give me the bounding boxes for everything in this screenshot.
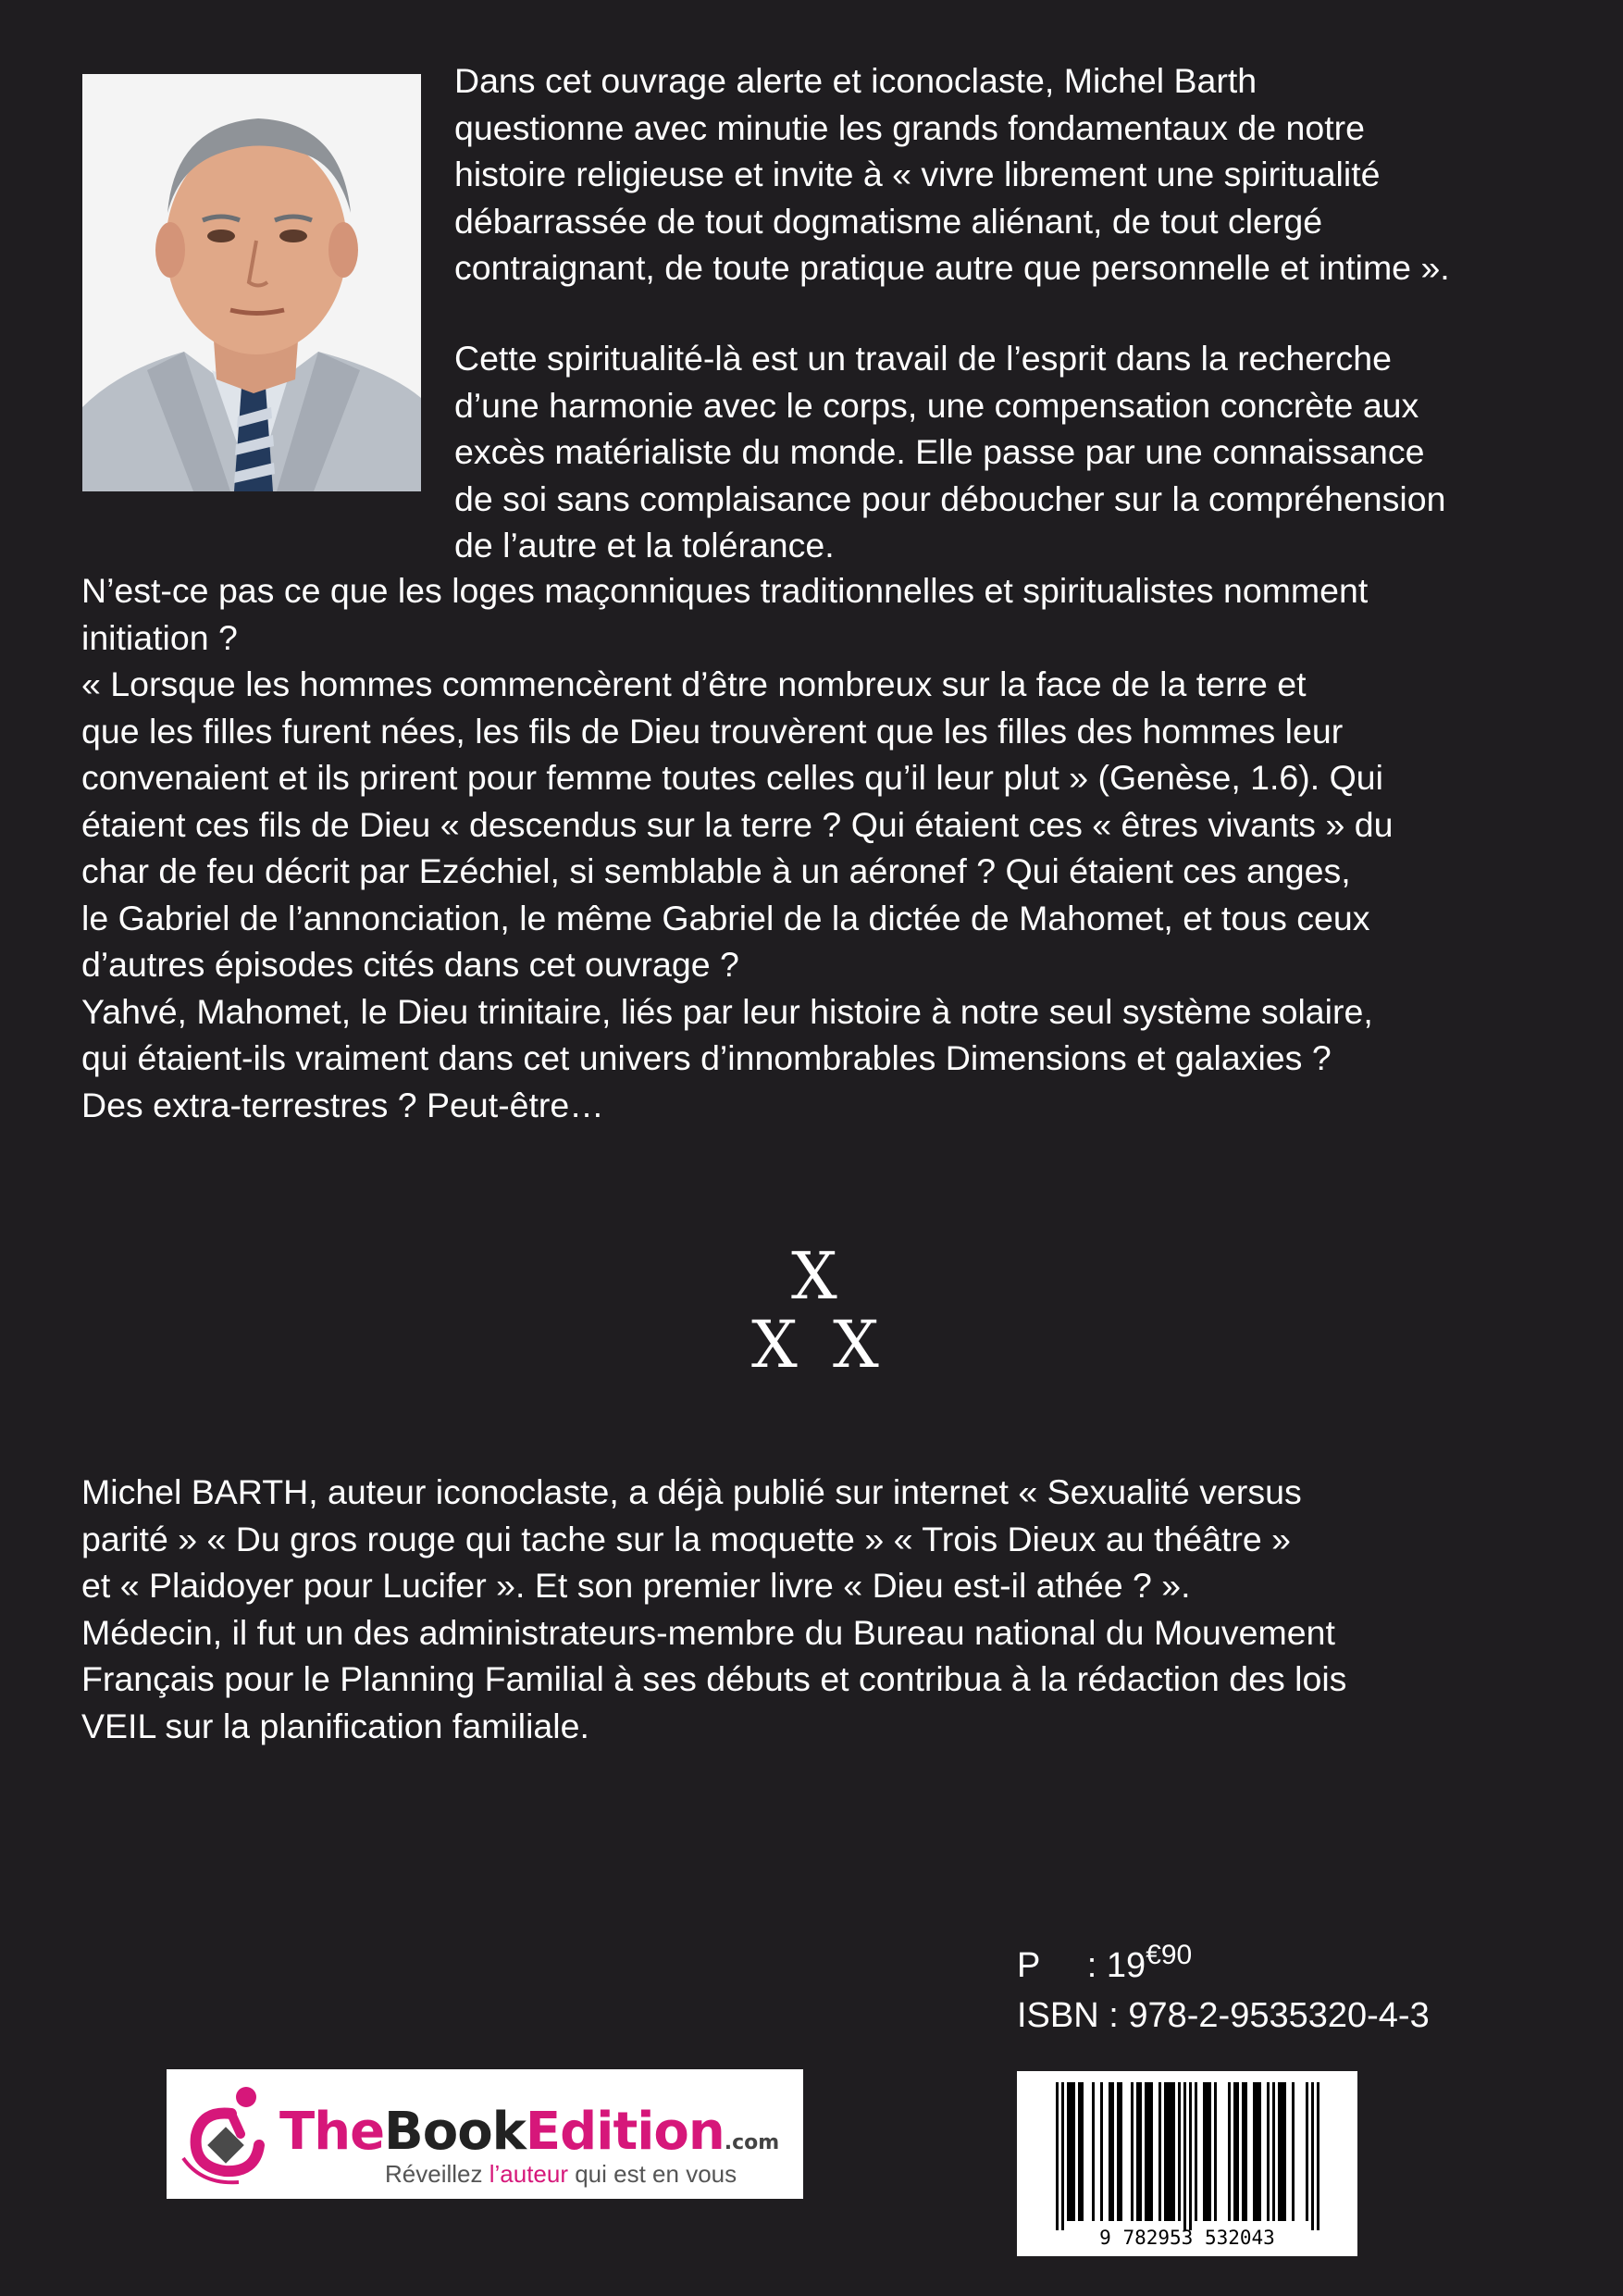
barcode-bar — [1228, 2082, 1231, 2221]
price-amount: : 19 — [1086, 1946, 1146, 1985]
tagline-highlight: l’auteur — [489, 2160, 568, 2188]
barcode-bar — [1111, 2082, 1114, 2221]
barcode-bar — [1278, 2082, 1281, 2221]
blurb-line: Dans cet ouvrage alerte et iconoclaste, Michel Barth — [454, 61, 1258, 100]
blurb-paragraph-1 — [454, 57, 1592, 292]
barcode-bar — [1214, 2082, 1217, 2221]
blurb-line: Des extra-terrestres ? Peut-être… — [81, 1085, 604, 1124]
barcode-bar — [1150, 2082, 1153, 2221]
blurb-line: excès matérialiste du monde. Elle passe par une connaissance — [454, 432, 1425, 471]
blurb-line: Yahvé, Mahomet, le Dieu trinitaire, liés par leur histoire à notre seul système solaire, — [81, 991, 1373, 1031]
barcode-bar — [1078, 2082, 1081, 2221]
barcode-bar — [1145, 2082, 1147, 2221]
publisher-name-the: The — [279, 2102, 385, 2162]
blurb-line: que les filles furent nées, les fils de Dieu trouvèrent que les filles des hommes leur — [81, 711, 1344, 751]
barcode-bar — [1100, 2082, 1103, 2221]
bio-line: Médecin, il fut un des administrateurs-membre du Bureau national du Mouvement — [81, 1612, 1335, 1652]
barcode-bar — [1136, 2082, 1139, 2221]
blurb-line: histoire religieuse et invite à « vivre librement une spiritualité — [454, 155, 1381, 193]
bio-line: parité » « Du gros rouge qui tache sur la moquette » « Trois Dieux au théâtre » — [81, 1519, 1292, 1558]
author-bio — [81, 1469, 1562, 1749]
barcode-bar — [1281, 2082, 1283, 2221]
blurb-line: questionne avec minutie les grands fondamentaux de notre — [454, 107, 1365, 147]
barcode-bar — [1131, 2082, 1134, 2221]
barcode-bar — [1242, 2082, 1245, 2221]
publisher-tagline — [385, 2160, 737, 2189]
barcode-bar — [1081, 2082, 1084, 2221]
barcode-bar — [1178, 2082, 1181, 2221]
blurb-line: convenaient et ils prirent pour femme toutes celles qu’il leur plut » (Genèse, 1.6). Qui — [81, 758, 1383, 797]
publisher-name-com: .com — [724, 2131, 780, 2154]
blurb-line: N’est-ce pas ce que les loges maçonniques traditionnelles et spiritualistes nomment — [81, 571, 1369, 610]
barcode-bar — [1170, 2082, 1172, 2221]
price-cents: €90 — [1146, 1940, 1193, 1970]
barcode-bar — [1092, 2082, 1095, 2221]
barcode-bar — [1120, 2082, 1122, 2221]
blurb-line: « Lorsque les hommes commencèrent d’être nombreux sur la face de la terre et — [81, 664, 1307, 703]
author-portrait-illustration — [82, 74, 421, 491]
price-label: P — [1017, 1946, 1040, 1985]
blurb-paragraph-3 — [81, 567, 1562, 1128]
barcode-bar — [1317, 2082, 1319, 2230]
barcode-bar — [1256, 2082, 1258, 2221]
blurb-line: d’autres épisodes cités dans cet ouvrage ? — [81, 945, 739, 984]
barcode-bar — [1272, 2082, 1275, 2221]
barcode-bar — [1245, 2082, 1247, 2221]
barcode-bar — [1267, 2082, 1270, 2221]
barcode-bar — [1258, 2082, 1261, 2221]
barcode-bar — [1056, 2082, 1059, 2230]
tagline-before: Réveillez — [385, 2160, 489, 2188]
barcode-bar — [1147, 2082, 1150, 2221]
barcode-bar — [1067, 2082, 1070, 2221]
publisher-emblem-icon — [174, 2079, 276, 2190]
blurb-line: le Gabriel de l’annonciation, le même Gabriel de la dictée de Mahomet, et tous ceux — [81, 898, 1370, 937]
blurb-line: d’une harmonie avec le corps, une compensation concrète aux — [454, 385, 1419, 425]
blurb-paragraph-2 — [454, 335, 1592, 569]
blurb-line: Cette spiritualité-là est un travail de l’esprit dans la recherche — [454, 339, 1392, 378]
barcode-bar — [1195, 2082, 1197, 2221]
barcode-digits: 9 782953 532043 — [1099, 2227, 1275, 2249]
barcode-bar — [1172, 2082, 1175, 2221]
bio-line: Français pour le Planning Familial à ses débuts et contribua à la rédaction des lois — [81, 1659, 1347, 1698]
blurb-line: étaient ces fils de Dieu « descendus sur la terre ? Qui étaient ces « êtres vivants » du — [81, 804, 1394, 844]
ornament-mark-right: X — [833, 1307, 879, 1383]
barcode-bar — [1253, 2082, 1256, 2221]
barcode-bar — [1167, 2082, 1170, 2221]
barcode-bar — [1070, 2082, 1072, 2221]
tagline-after: qui est en vous — [568, 2160, 737, 2188]
blurb-line: de l’autre et la tolérance. — [454, 526, 835, 565]
barcode-bar — [1158, 2082, 1161, 2221]
barcode-bar — [1072, 2082, 1075, 2221]
barcode-bar — [1306, 2082, 1308, 2221]
author-photo — [82, 74, 421, 491]
barcode-bar — [1236, 2082, 1239, 2221]
barcode-bar — [1189, 2082, 1192, 2230]
ornament-mark-left: X — [751, 1307, 798, 1383]
isbn: ISBN : 978-2-9535320-4-3 — [1017, 1996, 1430, 2035]
barcode-bar — [1117, 2082, 1120, 2221]
barcode-bar — [1208, 2082, 1211, 2221]
publisher-name-book: Book — [384, 2102, 526, 2162]
barcode-bar — [1203, 2082, 1206, 2221]
publisher-logo — [167, 2069, 803, 2199]
blurb-line: qui étaient-ils vraiment dans cet univers d’innombrables Dimensions et galaxies ? — [81, 1038, 1332, 1077]
isbn-barcode — [1017, 2071, 1357, 2256]
barcode-bar — [1139, 2082, 1142, 2221]
barcode-bar — [1311, 2082, 1314, 2230]
barcode-bar — [1292, 2082, 1295, 2221]
blurb-line: initiation ? — [81, 617, 238, 657]
price — [1017, 1942, 1192, 1990]
blurb-line: char de feu décrit par Ezéchiel, si semblable à un aéronef ? Qui étaient ces anges, — [81, 851, 1351, 890]
bio-line: VEIL sur la planification familiale. — [81, 1706, 589, 1745]
barcode-bar — [1183, 2082, 1186, 2230]
blurb-line: contraignant, de toute pratique autre que personnelle et intime ». — [454, 248, 1450, 287]
blurb-line: débarrassée de tout dogmatisme aliénant, de tout clergé — [454, 201, 1323, 241]
bio-line: et « Plaidoyer pour Lucifer ». Et son premier livre « Dieu est-il athée ? ». — [81, 1566, 1191, 1605]
barcode-bar — [1233, 2082, 1236, 2221]
barcode-bar — [1164, 2082, 1167, 2221]
barcode-bar — [1061, 2082, 1064, 2230]
blurb-line: de soi sans complaisance pour déboucher sur la compréhension — [454, 478, 1446, 518]
publisher-name-edition: Edition — [525, 2102, 725, 2162]
barcode-bar — [1283, 2082, 1286, 2221]
barcode-bar — [1109, 2082, 1111, 2221]
ornament-mark-top: X — [791, 1238, 837, 1314]
bio-line: Michel BARTH, auteur iconoclaste, a déjà publié sur internet « Sexualité versus — [81, 1472, 1302, 1511]
barcode-bar — [1206, 2082, 1208, 2221]
